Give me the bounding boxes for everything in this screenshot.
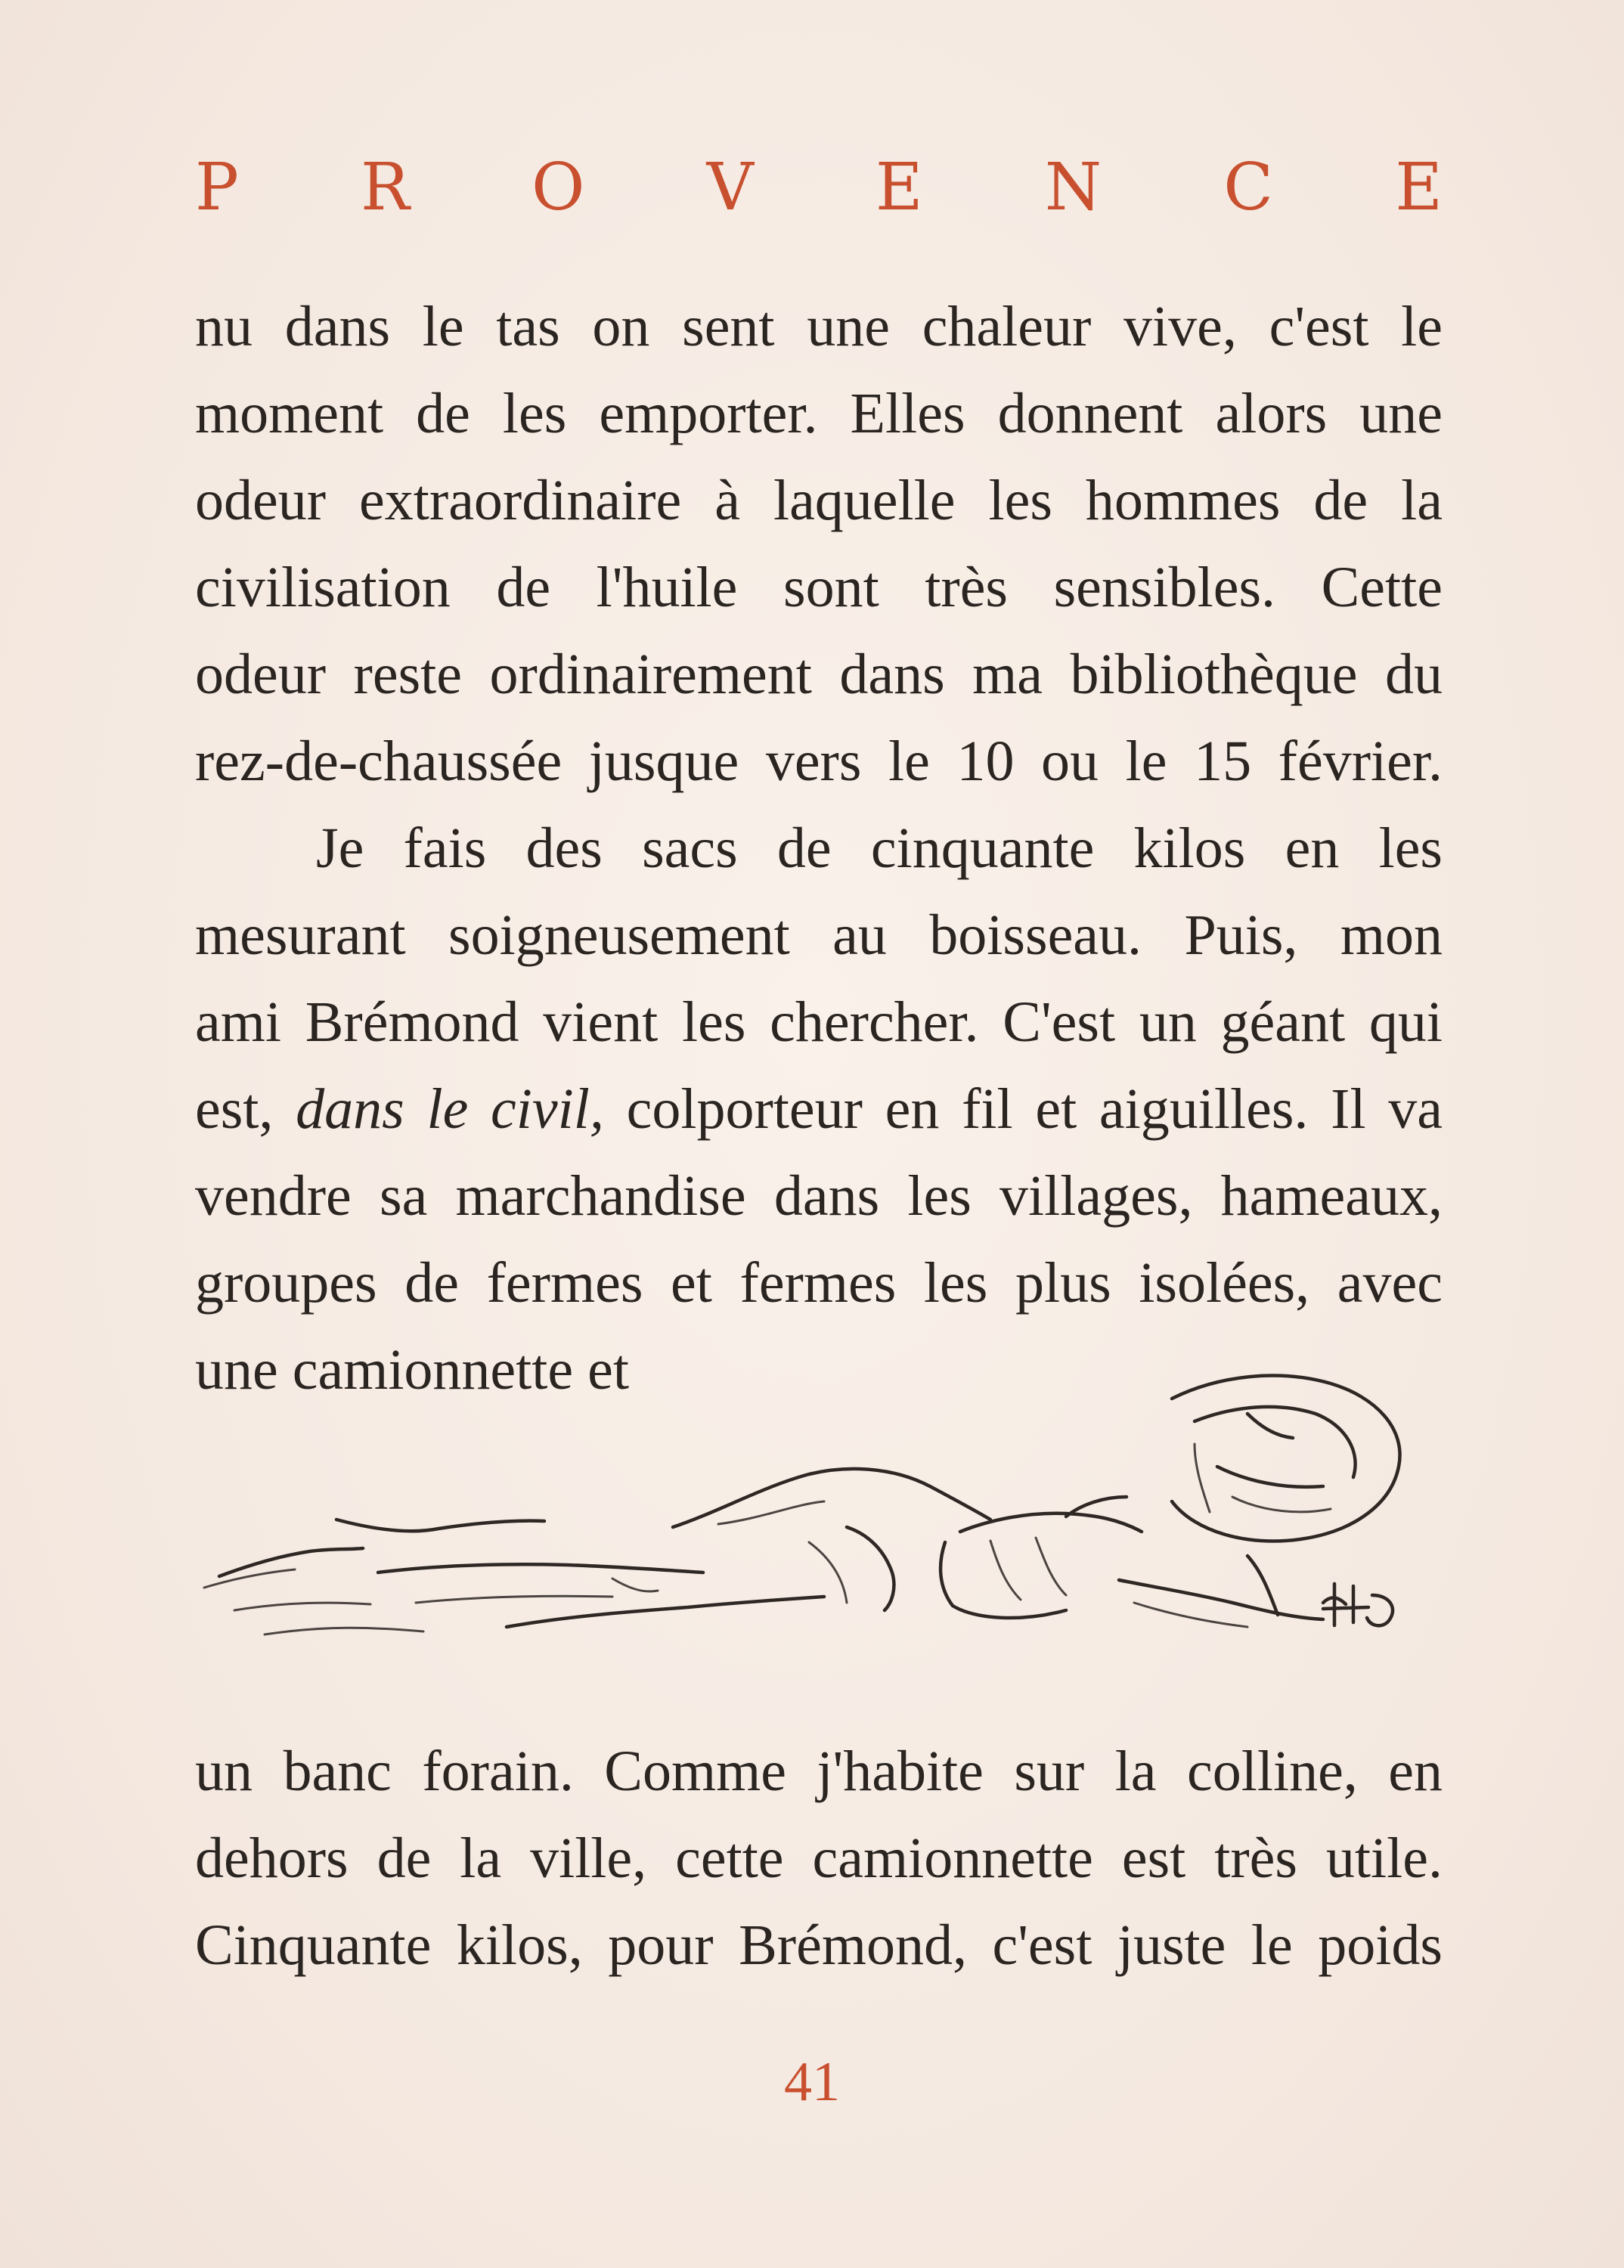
text-line: mesurant soigneusement au boisseau. Puis, mon xyxy=(195,903,1443,967)
running-head xyxy=(195,150,1443,225)
page-number: 41 xyxy=(784,2051,840,2113)
sketch-stroke xyxy=(234,1603,370,1610)
text-line: rez-de-chaussée jusque vers le 10 ou le 15 février. xyxy=(195,730,1443,793)
running-head-letter: E xyxy=(1395,150,1443,225)
text-segment: colporteur en fil et aiguilles. Il va xyxy=(626,1077,1443,1141)
running-head-letter: R xyxy=(361,150,410,225)
sketch-stroke xyxy=(809,1542,847,1603)
sketch-stroke xyxy=(1195,1444,1210,1512)
sketch-stroke xyxy=(336,1520,544,1531)
sketch-stroke xyxy=(1232,1497,1331,1512)
text-line: moment de les emporter. Elles donnent alors une xyxy=(195,382,1443,445)
sketch-stroke xyxy=(265,1628,423,1634)
sketch-stroke xyxy=(204,1569,295,1588)
body-text-bottom xyxy=(195,1728,1443,1989)
sketch-stroke xyxy=(416,1596,612,1603)
sketch-stroke xyxy=(1134,1603,1247,1627)
sketch-stroke xyxy=(1323,1607,1368,1609)
running-head-letter: P xyxy=(195,150,239,225)
sketch-stroke xyxy=(673,1469,990,1527)
text-line: odeur reste ordinairement dans ma bibliothèque du xyxy=(195,643,1443,706)
running-head-letter: O xyxy=(531,150,585,225)
reclining-figure-sketch xyxy=(189,1353,1444,1678)
sketch-stroke xyxy=(507,1597,824,1627)
text-line: vendre sa marchandise dans les villages, hameaux, xyxy=(195,1164,1443,1228)
sketch-stroke xyxy=(990,1541,1021,1600)
text-line: groupes de fermes et fermes les plus isolées, avec xyxy=(195,1251,1443,1315)
text-line: civilisation de l'huile sont très sensibles. Cette xyxy=(195,556,1443,619)
running-head-letter: N xyxy=(1044,150,1102,225)
sketch-stroke xyxy=(1172,1376,1400,1541)
sketch-stroke xyxy=(1217,1467,1323,1487)
body-text-top xyxy=(195,284,1443,1414)
text-line: dehors de la ville, cette camionnette est très utile. xyxy=(195,1826,1443,1890)
text-line: un banc forain. Comme j'habite sur la colline, en xyxy=(195,1740,1443,1803)
paragraph-first-line: Je fais des sacs de cinquante kilos en les xyxy=(316,816,1443,880)
sketch-stroke xyxy=(378,1564,703,1572)
text-line: une camionnette et xyxy=(195,1338,629,1402)
text-line-with-italic xyxy=(195,1066,1443,1153)
sketch-stroke xyxy=(847,1527,894,1610)
sketch-stroke xyxy=(1036,1538,1066,1595)
italic-phrase: dans le civil, xyxy=(296,1077,604,1141)
sketch-stroke xyxy=(1247,1414,1293,1438)
text-line: Cinquante kilos, pour Brémond, c'est juste le poids xyxy=(195,1913,1443,1977)
text-line: nu dans le tas on sent une chaleur vive, c'est le xyxy=(195,295,1443,358)
sketch-stroke xyxy=(1367,1595,1393,1625)
running-head-letter: E xyxy=(875,150,923,225)
sketch-stroke xyxy=(941,1542,1066,1618)
sketch-stroke xyxy=(219,1548,363,1576)
text-line: ami Brémond vient les chercher. C'est un géant qui xyxy=(195,990,1443,1054)
text-line: odeur extraordinaire à laquelle les hommes de la xyxy=(195,469,1443,532)
running-head-letter: C xyxy=(1223,150,1274,225)
sketch-stroke xyxy=(1119,1580,1323,1619)
sketch-stroke xyxy=(612,1579,658,1591)
running-head-letter: V xyxy=(706,150,754,225)
text-segment: est, xyxy=(195,1077,274,1141)
sketch-stroke xyxy=(718,1501,824,1524)
